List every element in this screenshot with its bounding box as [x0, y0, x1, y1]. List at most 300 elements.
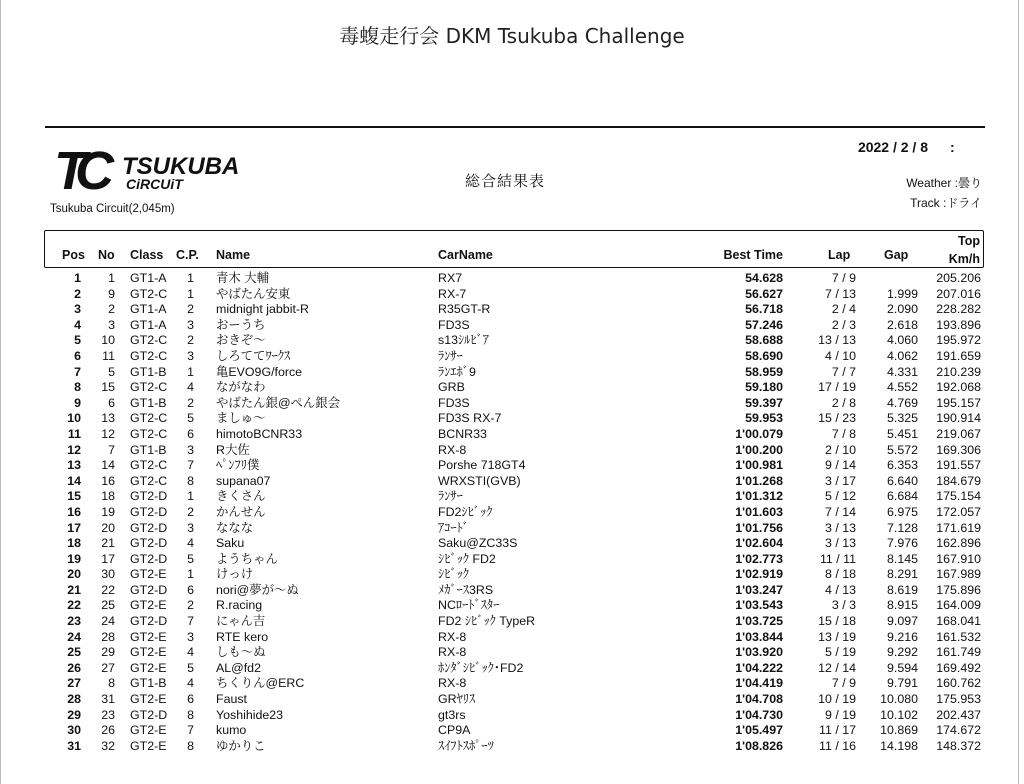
pos-cell: 9: [74, 395, 81, 410]
table-row: [0, 583, 1024, 599]
carname-cell: ﾗﾝｻｰ: [438, 489, 463, 504]
no-cell: 32: [101, 738, 115, 753]
top-speed-cell: 219.067: [936, 426, 981, 441]
best-time-cell: 1'01.756: [735, 520, 783, 535]
name-cell: supana07: [216, 473, 271, 488]
lap-cell: 4 / 13: [824, 582, 856, 597]
gap-cell: 9.292: [886, 645, 918, 660]
table-row: [0, 521, 1024, 537]
top-speed-cell: 169.306: [936, 442, 981, 457]
best-time-cell: 1'00.200: [735, 442, 783, 457]
name-cell: けっけ: [216, 567, 254, 582]
table-row: [0, 505, 1024, 521]
table-row: [0, 333, 1024, 349]
top-speed-cell: 168.041: [936, 614, 981, 629]
class-cell: GT2-E: [130, 692, 167, 707]
top-speed-cell: 169.492: [936, 660, 981, 675]
best-time-cell: 58.688: [745, 333, 783, 348]
no-cell: 20: [101, 520, 115, 535]
cp-cell: 8: [187, 707, 194, 722]
name-cell: やばたん銀@ぺん銀会: [216, 395, 341, 410]
cp-cell: 5: [187, 660, 194, 675]
header-best-time: Best Time: [723, 248, 783, 262]
top-speed-cell: 191.557: [936, 458, 981, 473]
no-cell: 22: [101, 582, 115, 597]
cp-cell: 2: [187, 333, 194, 348]
name-cell: AL@fd2: [216, 660, 261, 675]
cp-cell: 4: [187, 645, 194, 660]
name-cell: ﾍﾟﾝﾌﾘ僕: [216, 458, 260, 473]
table-row: [0, 411, 1024, 427]
best-time-cell: 54.628: [745, 271, 783, 285]
table-row: [0, 708, 1024, 724]
pos-cell: 20: [67, 567, 81, 582]
table-row: [0, 739, 1024, 755]
top-speed-cell: 171.619: [936, 520, 981, 535]
no-cell: 8: [108, 676, 115, 691]
lap-cell: 11 / 16: [819, 738, 856, 753]
no-cell: 25: [101, 598, 115, 613]
logo-sub-text: CiRCUiT: [126, 176, 183, 192]
pos-cell: 3: [74, 302, 81, 317]
carname-cell: ﾒｶﾞｰｽ3RS: [438, 582, 494, 597]
pos-cell: 1: [74, 271, 81, 285]
no-cell: 1: [108, 271, 115, 285]
cp-cell: 6: [187, 426, 194, 441]
gap-cell: 10.080: [880, 692, 918, 707]
best-time-cell: 1'04.708: [735, 692, 783, 707]
gap-cell: 14.198: [880, 738, 918, 753]
table-row: [0, 365, 1024, 381]
best-time-cell: 1'01.603: [735, 504, 783, 519]
class-cell: GT2-C: [130, 473, 168, 488]
carname-cell: ﾗﾝｻｰ: [438, 348, 463, 363]
top-speed-cell: 190.914: [936, 411, 981, 426]
no-cell: 13: [101, 411, 115, 426]
top-speed-cell: 174.672: [936, 723, 981, 738]
cp-cell: 3: [187, 629, 194, 644]
class-cell: GT1-B: [130, 364, 167, 379]
carname-cell: FD2 ｼﾋﾞｯｸ TypeR: [438, 614, 536, 629]
top-speed-cell: 162.896: [936, 536, 981, 551]
cp-cell: 4: [187, 536, 194, 551]
best-time-cell: 1'04.419: [735, 676, 783, 691]
carname-cell: ｽｲﾌﾄｽﾎﾟｰﾂ: [438, 738, 494, 753]
no-cell: 21: [101, 536, 115, 551]
class-cell: GT2-E: [130, 598, 167, 613]
gap-cell: 5.325: [886, 411, 918, 426]
cp-cell: 3: [187, 520, 194, 535]
best-time-cell: 1'02.773: [735, 551, 783, 566]
best-time-cell: 1'03.725: [735, 614, 783, 629]
lap-cell: 7 / 9: [831, 271, 856, 285]
table-row: [0, 692, 1024, 708]
lap-cell: 17 / 19: [818, 380, 856, 395]
no-cell: 24: [101, 614, 115, 629]
no-cell: 5: [108, 364, 115, 379]
best-time-cell: 1'02.919: [735, 567, 783, 582]
header-cp: C.P.: [176, 248, 199, 262]
gap-cell: 4.331: [886, 364, 918, 379]
cp-cell: 2: [187, 395, 194, 410]
pos-cell: 11: [67, 426, 81, 441]
pos-cell: 21: [67, 582, 81, 597]
pos-cell: 17: [67, 520, 81, 535]
best-time-cell: 1'00.981: [735, 458, 783, 473]
top-speed-cell: 148.372: [936, 738, 981, 753]
name-cell: midnight jabbit-R: [216, 302, 309, 317]
cp-cell: 7: [187, 458, 194, 473]
best-time-cell: 1'00.079: [735, 426, 783, 441]
carname-cell: Saku@ZC33S: [438, 536, 518, 551]
name-cell: Yoshihide23: [216, 707, 284, 722]
gap-cell: 10.102: [880, 707, 918, 722]
pos-cell: 2: [74, 286, 81, 301]
lap-cell: 2 / 3: [831, 317, 856, 332]
class-cell: GT2-D: [130, 582, 168, 597]
lap-cell: 12 / 14: [818, 660, 856, 675]
logo-mark: TC: [54, 141, 102, 195]
no-cell: 30: [101, 567, 115, 582]
pos-cell: 31: [67, 738, 81, 753]
cp-cell: 4: [187, 380, 194, 395]
pos-cell: 24: [67, 629, 81, 644]
cp-cell: 8: [187, 738, 194, 753]
gap-cell: 5.451: [886, 426, 918, 441]
name-cell: R.racing: [216, 598, 263, 613]
table-row: [0, 287, 1024, 303]
lap-cell: 7 / 14: [824, 504, 856, 519]
class-cell: GT2-C: [130, 411, 168, 426]
gap-cell: 2.090: [886, 302, 918, 317]
best-time-cell: 56.627: [745, 286, 783, 301]
class-cell: GT1-A: [130, 271, 167, 285]
carname-cell: ｼﾋﾞｯｸ: [438, 567, 469, 582]
header-top: Top: [958, 234, 980, 248]
lap-cell: 5 / 12: [824, 489, 856, 504]
pos-cell: 18: [67, 536, 81, 551]
class-cell: GT2-D: [130, 504, 168, 519]
name-cell: himotoBCNR33: [216, 426, 303, 441]
gap-cell: 9.216: [886, 629, 918, 644]
cp-cell: 3: [187, 442, 194, 457]
class-cell: GT1-A: [130, 317, 167, 332]
lap-cell: 9 / 14: [824, 458, 856, 473]
gap-cell: 10.869: [880, 723, 918, 738]
cp-cell: 1: [187, 286, 194, 301]
gap-cell: 7.976: [886, 536, 918, 551]
pos-cell: 27: [67, 676, 81, 691]
top-speed-cell: 184.679: [936, 473, 981, 488]
carname-cell: RX7: [438, 271, 463, 285]
table-row: [0, 723, 1024, 739]
name-cell: ながなわ: [216, 380, 266, 395]
gap-cell: 4.552: [886, 380, 918, 395]
cp-cell: 4: [187, 676, 194, 691]
gap-cell: 6.975: [886, 504, 918, 519]
lap-cell: 9 / 19: [824, 707, 856, 722]
no-cell: 7: [108, 442, 115, 457]
top-speed-cell: 192.068: [936, 380, 981, 395]
cp-cell: 1: [187, 567, 194, 582]
name-cell: 亀EVO9G/force: [216, 364, 303, 379]
header-gap: Gap: [884, 248, 909, 262]
gap-cell: 9.097: [886, 614, 918, 629]
circuit-name: Tsukuba Circuit(2,045m): [50, 203, 175, 215]
top-speed-cell: 195.157: [936, 395, 981, 410]
pos-cell: 30: [67, 723, 81, 738]
header-name: Name: [216, 248, 251, 262]
header-pos: Pos: [62, 248, 85, 262]
table-row: [0, 661, 1024, 677]
carname-cell: FD3S: [438, 317, 470, 332]
lap-cell: 3 / 17: [824, 473, 856, 488]
gap-cell: 4.769: [886, 395, 918, 410]
class-cell: GT2-C: [130, 426, 168, 441]
no-cell: 23: [101, 707, 115, 722]
name-cell: きくさん: [216, 489, 266, 504]
lap-cell: 11 / 11: [819, 551, 856, 566]
carname-cell: FD3S: [438, 395, 470, 410]
event-time: :: [950, 139, 955, 155]
cp-cell: 6: [187, 692, 194, 707]
top-speed-cell: 161.532: [936, 629, 981, 644]
class-cell: GT2-C: [130, 380, 168, 395]
no-cell: 26: [101, 723, 115, 738]
carname-cell: s13ｼﾙﾋﾞｱ: [438, 333, 489, 348]
carname-cell: WRXSTI(GVB): [438, 473, 521, 488]
table-row: [0, 536, 1024, 552]
cp-cell: 7: [187, 723, 194, 738]
lap-cell: 3 / 3: [831, 598, 856, 613]
name-cell: しろててﾜｰｸｽ: [216, 348, 291, 363]
carname-cell: RX-8: [438, 442, 467, 457]
document-title: 毒蝮走行会 DKM Tsukuba Challenge: [339, 24, 685, 48]
lap-cell: 13 / 19: [818, 629, 856, 644]
cp-cell: 8: [187, 473, 194, 488]
pos-cell: 19: [67, 551, 81, 566]
lap-cell: 5 / 19: [824, 645, 856, 660]
table-row: [0, 552, 1024, 568]
table-row: [0, 645, 1024, 661]
gap-cell: 8.915: [886, 598, 918, 613]
top-speed-cell: 195.972: [936, 333, 981, 348]
class-cell: GT2-D: [130, 551, 168, 566]
table-row: [0, 318, 1024, 334]
top-speed-cell: 167.910: [936, 551, 981, 566]
top-speed-cell: 175.953: [936, 692, 981, 707]
carname-cell: ｼﾋﾞｯｸ FD2: [438, 551, 496, 566]
best-time-cell: 1'01.312: [735, 489, 783, 504]
top-speed-cell: 172.057: [936, 504, 981, 519]
table-row: [0, 676, 1024, 692]
table-row: [0, 302, 1024, 318]
pos-cell: 22: [67, 598, 81, 613]
top-speed-cell: 202.437: [936, 707, 981, 722]
class-cell: GT2-D: [130, 707, 168, 722]
name-cell: ましゅ～: [216, 411, 266, 426]
table-row: [0, 427, 1024, 443]
header-class: Class: [130, 248, 164, 262]
no-cell: 19: [101, 504, 115, 519]
best-time-cell: 59.953: [745, 411, 783, 426]
no-cell: 29: [101, 645, 115, 660]
lap-cell: 11 / 17: [819, 723, 856, 738]
pos-cell: 29: [67, 707, 81, 722]
table-row: [0, 443, 1024, 459]
no-cell: 10: [101, 333, 115, 348]
top-speed-cell: 210.239: [936, 364, 981, 379]
gap-cell: 7.128: [886, 520, 918, 535]
class-cell: GT2-E: [130, 660, 167, 675]
pos-cell: 14: [67, 473, 81, 488]
carname-cell: RX-8: [438, 629, 467, 644]
lap-cell: 3 / 13: [824, 536, 856, 551]
lap-cell: 7 / 8: [831, 426, 856, 441]
table-row: [0, 630, 1024, 646]
carname-cell: NCﾛｰﾄﾞｽﾀｰ: [438, 598, 500, 613]
name-cell: おきぞ～: [216, 333, 266, 348]
pos-cell: 8: [74, 380, 81, 395]
name-cell: ななな: [216, 520, 254, 535]
carname-cell: RX-8: [438, 676, 467, 691]
carname-cell: ｱｺｰﾄﾞ: [438, 520, 469, 535]
class-cell: GT1-B: [130, 676, 167, 691]
name-cell: nori@夢が～ぬ: [216, 582, 299, 597]
gap-cell: 4.062: [886, 348, 918, 363]
class-cell: GT2-C: [130, 458, 168, 473]
no-cell: 31: [101, 692, 115, 707]
gap-cell: 1.999: [886, 286, 918, 301]
class-cell: GT2-D: [130, 536, 168, 551]
pos-cell: 12: [67, 442, 81, 457]
result-title: 総合結果表: [465, 172, 546, 190]
carname-cell: GRB: [438, 380, 465, 395]
top-speed-cell: 228.282: [936, 302, 981, 317]
pos-cell: 15: [67, 489, 81, 504]
carname-cell: GRﾔﾘｽ: [438, 692, 476, 707]
gap-cell: 9.594: [886, 660, 918, 675]
pos-cell: 7: [74, 364, 81, 379]
lap-cell: 7 / 7: [831, 364, 856, 379]
weather-info: Weather :曇り: [906, 176, 982, 190]
no-cell: 18: [101, 489, 115, 504]
top-speed-cell: 175.896: [936, 582, 981, 597]
name-cell: にゃん吉: [216, 614, 266, 629]
pos-cell: 16: [67, 504, 81, 519]
lap-cell: 10 / 19: [818, 692, 856, 707]
best-time-cell: 57.246: [745, 317, 783, 332]
name-cell: kumo: [216, 723, 247, 738]
table-row: [0, 271, 1024, 287]
class-cell: GT2-C: [130, 348, 168, 363]
best-time-cell: 1'05.497: [735, 723, 783, 738]
cp-cell: 1: [187, 489, 194, 504]
results-table: [0, 271, 1024, 754]
lap-cell: 7 / 9: [831, 676, 856, 691]
class-cell: GT2-E: [130, 723, 167, 738]
best-time-cell: 1'03.920: [735, 645, 783, 660]
gap-cell: 8.145: [886, 551, 918, 566]
pos-cell: 4: [74, 317, 81, 332]
no-cell: 28: [101, 629, 115, 644]
top-speed-cell: 191.659: [936, 348, 981, 363]
table-row: [0, 598, 1024, 614]
name-cell: Saku: [216, 536, 245, 551]
name-cell: ちくりん@ERC: [216, 676, 305, 691]
tsukuba-circuit-logo: [54, 139, 269, 195]
lap-cell: 2 / 4: [831, 302, 856, 317]
class-cell: GT2-E: [130, 645, 167, 660]
class-cell: GT2-D: [130, 489, 168, 504]
best-time-cell: 58.690: [745, 348, 783, 363]
carname-cell: FD2ｼﾋﾞｯｸ: [438, 504, 493, 519]
pos-cell: 28: [67, 692, 81, 707]
gap-cell: 8.619: [886, 582, 918, 597]
table-row: [0, 474, 1024, 490]
name-cell: ゆかりこ: [216, 738, 266, 753]
cp-cell: 2: [187, 302, 194, 317]
no-cell: 3: [108, 317, 115, 332]
carname-cell: gt3rs: [438, 707, 466, 722]
name-cell: R大佐: [216, 442, 250, 457]
pos-cell: 10: [67, 411, 81, 426]
best-time-cell: 1'04.730: [735, 707, 783, 722]
best-time-cell: 1'02.604: [735, 536, 783, 551]
pos-cell: 13: [67, 458, 81, 473]
no-cell: 12: [101, 426, 115, 441]
no-cell: 11: [102, 348, 115, 363]
top-speed-cell: 193.896: [936, 317, 981, 332]
best-time-cell: 58.959: [745, 364, 783, 379]
name-cell: Faust: [216, 692, 247, 707]
best-time-cell: 59.397: [745, 395, 783, 410]
top-speed-cell: 164.009: [936, 598, 981, 613]
pos-cell: 23: [67, 614, 81, 629]
carname-cell: FD3S RX-7: [438, 411, 502, 426]
no-cell: 2: [108, 302, 115, 317]
cp-cell: 5: [187, 411, 194, 426]
carname-cell: R35GT-R: [438, 302, 491, 317]
class-cell: GT2-C: [130, 286, 168, 301]
best-time-cell: 1'03.247: [735, 582, 783, 597]
name-cell: おーうち: [216, 317, 266, 332]
class-cell: GT2-D: [130, 614, 168, 629]
cp-cell: 6: [187, 582, 194, 597]
carname-cell: BCNR33: [438, 426, 487, 441]
gap-cell: 2.618: [886, 317, 918, 332]
carname-cell: RX-7: [438, 286, 467, 301]
top-speed-cell: 175.154: [936, 489, 981, 504]
lap-cell: 15 / 18: [818, 614, 856, 629]
best-time-cell: 1'03.844: [735, 629, 783, 644]
name-cell: RTE kero: [216, 629, 269, 644]
no-cell: 17: [101, 551, 115, 566]
cp-cell: 1: [187, 271, 194, 285]
class-cell: GT2-D: [130, 520, 168, 535]
best-time-cell: 56.718: [745, 302, 783, 317]
cp-cell: 2: [187, 598, 194, 613]
header-divider: [45, 126, 985, 128]
lap-cell: 8 / 18: [824, 567, 856, 582]
no-cell: 15: [101, 380, 115, 395]
gap-cell: 6.353: [886, 458, 918, 473]
cp-cell: 3: [187, 348, 194, 363]
table-row: [0, 380, 1024, 396]
no-cell: 6: [108, 395, 115, 410]
table-row: [0, 458, 1024, 474]
lap-cell: 4 / 10: [824, 348, 856, 363]
